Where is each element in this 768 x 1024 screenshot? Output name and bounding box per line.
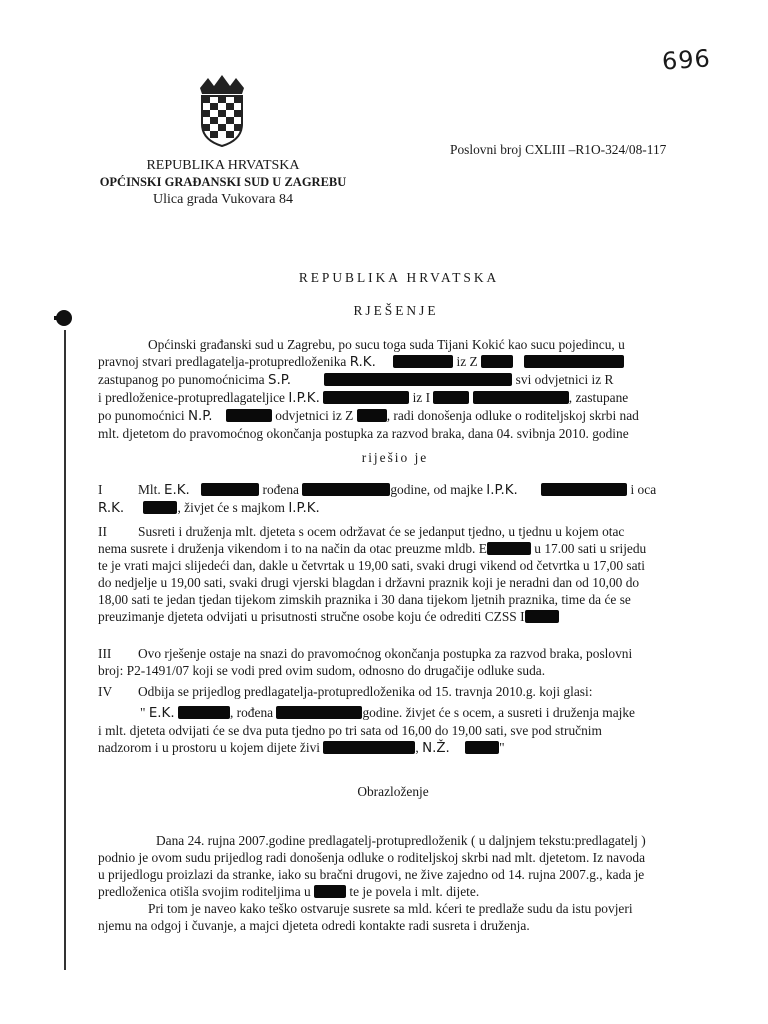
redaction (433, 391, 469, 404)
case-number: Poslovni broj CXLIII –R1O-324/08-117 (450, 142, 667, 157)
doc-country-title: REPUBLIKA HRVATSKA (298, 270, 500, 285)
header-country: REPUBLIKA HRVATSKA (146, 158, 300, 173)
punch-mark (52, 306, 72, 332)
redaction (323, 391, 409, 404)
redaction (465, 741, 499, 754)
court-header (90, 157, 356, 208)
redaction (393, 355, 453, 368)
redaction (481, 355, 513, 368)
reasoning-paragraph: Dana 24. rujna 2007.godine predlagatelj-protupredloženik ( u daljnjem tekstu:predlagatelj ) podnio je ovom sudu prijedlog radi donošenja odluke o roditeljskoj skrbi nad mlt. djetetom. Iz navoda u prijedlogu proizlazi da stranke, iako su bračni drugovi, ne žive zajedno od 14. rujna 2007.g., kada je predloženica otišla svojim roditeljima u te je povela i mlt. dijete. Pri tom je naveo kako teško ostvaruje susrete sa mld. kćeri te predlaže sudu da istu povjeri njemu na odgoj i čuvanje, a majci djeteta odredi kontakte radi susreta i druženja. (98, 833, 646, 933)
redaction (487, 542, 531, 555)
redaction (314, 885, 346, 898)
section-iii: III Ovo rješenje ostaje na snazi do pravomoćnog okončanja postupka za razvod braka, poslovni broj: P2-1491/07 koji se vodi pred ovim sudom, odnosno do drugačije odluke suda. (98, 646, 633, 678)
redaction (323, 741, 415, 754)
redaction (525, 610, 559, 623)
redaction (178, 706, 230, 719)
section-iv: IV Odbija se prijedlog predlagatelja-protupredloženika od 15. travnja 2010.g. koji glasi: (98, 684, 593, 699)
redaction (473, 391, 569, 404)
redaction (324, 373, 512, 386)
redaction (276, 706, 362, 719)
resolved-heading: riješio je (361, 450, 429, 465)
redaction (541, 483, 627, 496)
redaction (226, 409, 272, 422)
reasoning-heading: Obrazloženje (357, 784, 429, 799)
redaction (143, 501, 177, 514)
section-ii: II Susreti i druženja mlt. djeteta s ocem održavat će se jedanput tjedno, u tjednu u kojem otac nema susrete i druženja vikendom i to na način da otac preuzme mldb. E u 17.00 sati u srijedu te je vrati majci slijedeći dan, dakle u četvrtak u 19,00 sati, svaki drugi vikend od četvrtka u 17,00 sati do nedjelje u 19,00 sati, svaki drugi vjerski blagdan i državni praznik koji je neradni dan od 10,00 do 18,00 sati te jedan tjedan tijekom zimskih praznika i 30 dana tijekom ljetnih praznika, time da će se preuzimanje djeteta odvijati u prisutnosti stručne osobe koju će odrediti CZSS I (98, 524, 647, 624)
coat-of-arms-icon (196, 74, 248, 148)
intro-paragraph: Općinski građanski sud u Zagrebu, po sucu toga suda Tijani Kokić kao sucu pojedincu, u pravnoj stvari predlagatelja-protupredloženika R.K. iz Z zastupanog po punomoćnicima S.P. svi odvjetnici iz R i predloženice-protupredlagateljice I.P.K. iz I , zastupane po punomoćnici N.P. odvjetnici iz Z , radi donošenja odluke o roditeljskoj skrbi nad mlt. djetetom do pravomoćnog okončanja postupka za razvod braka, dana 04. svibnja 2010. godine (98, 337, 639, 441)
margin-line (64, 330, 66, 970)
redaction (201, 483, 259, 496)
redaction (357, 409, 387, 422)
header-court: OPĆINSKI GRAĐANSKI SUD U ZAGREBU (99, 175, 347, 189)
page-number: 696 (661, 44, 712, 76)
redaction (302, 483, 390, 496)
section-i: I Mlt. E.K. rođena godine, od majke I.P.K. i oca R.K. , živjet će s majkom I.P.K. (98, 482, 657, 516)
section-iv-quote: " E.K. , rođena godine. živjet će s ocem, a susreti i druženja majke i mlt. djeteta odvijati će se dva puta tjedno po tri sata od 16,00 do 19,00 sati, sve pod stručnim nadzorom i u prostoru u kojem dijete živi , N.Ž. " (98, 705, 635, 756)
redaction (524, 355, 624, 368)
doc-type-title: RJEŠENJE (353, 303, 439, 318)
header-address: Ulica grada Vukovara 84 (152, 192, 293, 207)
